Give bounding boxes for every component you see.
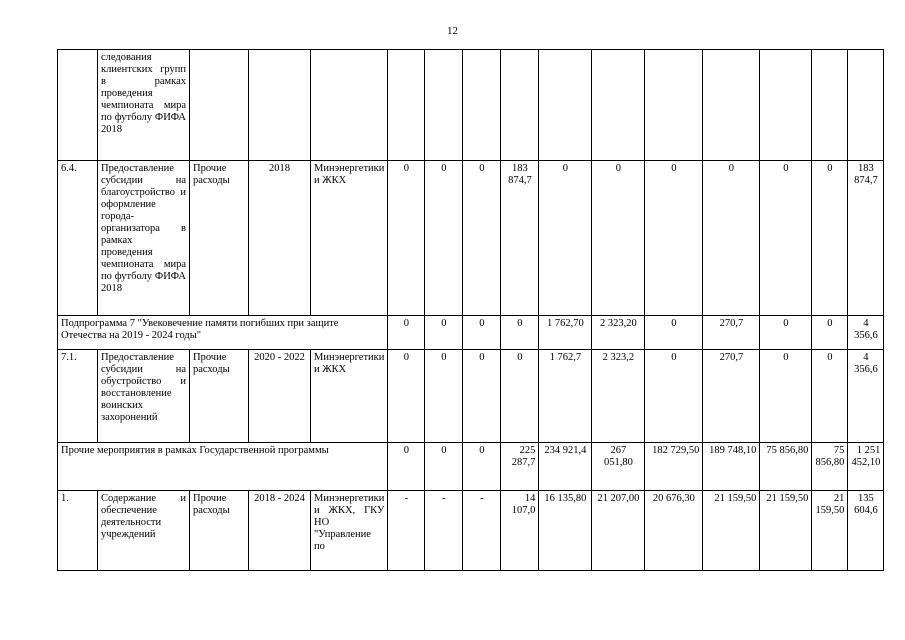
value-cell: 0 bbox=[425, 443, 463, 491]
value-cell: 0 bbox=[463, 443, 501, 491]
value-cell: 1 762,7 bbox=[539, 350, 592, 443]
subprogram-row bbox=[58, 316, 884, 350]
value-cell: 0 bbox=[645, 161, 703, 316]
value-cell: 0 bbox=[703, 161, 760, 316]
budget-table bbox=[57, 49, 884, 571]
other-measures-row bbox=[58, 443, 884, 491]
value-cell: 1 762,70 bbox=[539, 316, 592, 350]
value-cell: 16 135,80 bbox=[539, 491, 592, 571]
value-cell: 14 107,0 bbox=[501, 491, 539, 571]
value-cell: 182 729,50 bbox=[645, 443, 703, 491]
value-cell: 0 bbox=[539, 161, 592, 316]
measure-name-cell: Предоставление субсидии на обустройство и восстановление воинских захоронений bbox=[98, 350, 190, 443]
value-cell: 0 bbox=[463, 161, 501, 316]
value-cell: 0 bbox=[812, 161, 848, 316]
value-cell: 189 748,10 bbox=[703, 443, 760, 491]
executor-cell: Минэнергетики и ЖКХ bbox=[311, 350, 388, 443]
value-cell: 0 bbox=[388, 161, 425, 316]
other-measures-title: Прочие мероприятия в рамках Государственной программы bbox=[58, 443, 388, 491]
value-cell: 75 856,80 bbox=[812, 443, 848, 491]
value-cell: - bbox=[388, 491, 425, 571]
value-cell: 183 874,7 bbox=[501, 161, 539, 316]
value-cell: 267 051,80 bbox=[592, 443, 645, 491]
value-cell: 270,7 bbox=[703, 316, 760, 350]
years-cell: 2018 - 2024 bbox=[249, 491, 311, 571]
value-cell: 21 207,00 bbox=[592, 491, 645, 571]
value-cell: 0 bbox=[592, 161, 645, 316]
subprogram-title: Подпрограмма 7 "Увековечение памяти погибших при защите Отечества на 2019 - 2024 годы" bbox=[58, 316, 388, 350]
total-cell: 4 356,6 bbox=[848, 316, 884, 350]
total-cell: 1 251 452,10 bbox=[848, 443, 884, 491]
value-cell: 0 bbox=[425, 161, 463, 316]
value-cell: 2 323,20 bbox=[592, 316, 645, 350]
value-cell: - bbox=[425, 491, 463, 571]
row-number-cell: 7.1. bbox=[58, 350, 98, 443]
table-row bbox=[58, 491, 884, 571]
value-cell: 21 159,50 bbox=[812, 491, 848, 571]
value-cell: 0 bbox=[501, 316, 539, 350]
measure-name-cell: следования клиентских групп в рамках проведения чемпионата мира по футболу ФИФА 2018 bbox=[98, 50, 190, 161]
row-number-cell: 6.4. bbox=[58, 161, 98, 316]
value-cell: 0 bbox=[388, 443, 425, 491]
value-cell: 21 159,50 bbox=[703, 491, 760, 571]
value-cell: 2 323,2 bbox=[592, 350, 645, 443]
value-cell: - bbox=[463, 491, 501, 571]
value-cell: 0 bbox=[812, 316, 848, 350]
executor-cell: Минэнергетики и ЖКХ, ГКУ НО "Управление по bbox=[311, 491, 388, 571]
value-cell: 0 bbox=[760, 316, 812, 350]
value-cell: 234 921,4 bbox=[539, 443, 592, 491]
value-cell: 0 bbox=[388, 316, 425, 350]
value-cell: 0 bbox=[760, 350, 812, 443]
value-cell: 0 bbox=[388, 350, 425, 443]
value-cell: 0 bbox=[501, 350, 539, 443]
value-cell: 0 bbox=[645, 316, 703, 350]
years-cell: 2020 - 2022 bbox=[249, 350, 311, 443]
measure-name-cell: Содержание и обеспечение деятельности учреждений bbox=[98, 491, 190, 571]
value-cell: 0 bbox=[760, 161, 812, 316]
value-cell: 20 676,30 bbox=[645, 491, 703, 571]
value-cell: 270,7 bbox=[703, 350, 760, 443]
total-cell: 135 604,6 bbox=[848, 491, 884, 571]
value-cell: 0 bbox=[463, 316, 501, 350]
value-cell: 75 856,80 bbox=[760, 443, 812, 491]
value-cell: 0 bbox=[812, 350, 848, 443]
value-cell: 0 bbox=[463, 350, 501, 443]
value-cell: 0 bbox=[425, 350, 463, 443]
row-number-cell: 1. bbox=[58, 491, 98, 571]
table-row bbox=[58, 161, 884, 316]
value-cell: 21 159,50 bbox=[760, 491, 812, 571]
total-cell: 4 356,6 bbox=[848, 350, 884, 443]
value-cell: 0 bbox=[425, 316, 463, 350]
years-cell: 2018 bbox=[249, 161, 311, 316]
table-row bbox=[58, 350, 884, 443]
executor-cell: Минэнергетики и ЖКХ bbox=[311, 161, 388, 316]
value-cell: 0 bbox=[645, 350, 703, 443]
expense-type-cell: Прочие расходы bbox=[190, 350, 249, 443]
expense-type-cell: Прочие расходы bbox=[190, 161, 249, 316]
row-number-cell bbox=[58, 50, 98, 161]
table-row bbox=[58, 50, 884, 161]
expense-type-cell: Прочие расходы bbox=[190, 491, 249, 571]
value-cell: 225 287,7 bbox=[501, 443, 539, 491]
measure-name-cell: Предоставление субсидии на благоустройство и оформление города-организатора в рамках проведения чемпионата мира по футболу ФИФА 2018 bbox=[98, 161, 190, 316]
page-number: 12 bbox=[447, 25, 458, 37]
total-cell: 183 874,7 bbox=[848, 161, 884, 316]
